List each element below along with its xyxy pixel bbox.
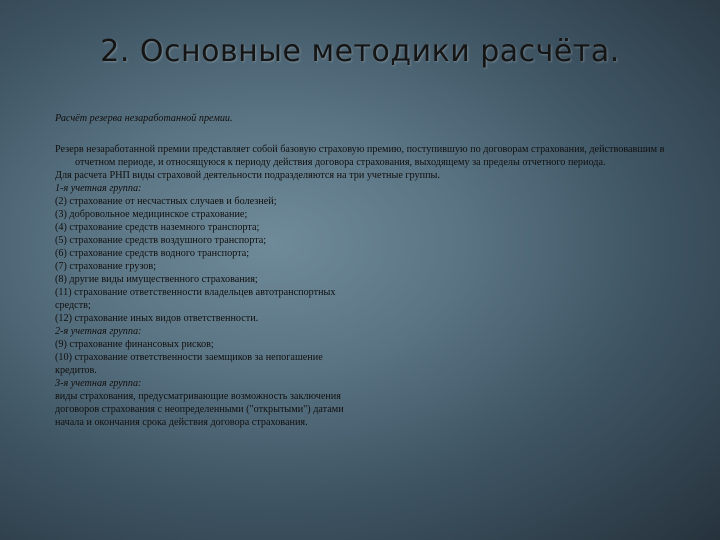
list-item: (4) страхование средств наземного транспорта; bbox=[55, 222, 260, 233]
list-item: (3) добровольное медицинское страхование; bbox=[55, 209, 248, 220]
list-item: договоров страхования с неопределенными ("открытыми") датами bbox=[55, 404, 344, 415]
list-item: (8) другие виды имущественного страхования; bbox=[55, 274, 258, 285]
group-heading: 3-я учетная группа: bbox=[55, 378, 142, 389]
list-item: начала и окончания срока действия договора страхования. bbox=[55, 417, 308, 428]
group-heading: 1-я учетная группа: bbox=[55, 183, 142, 194]
list-item: Для расчета РНП виды страховой деятельности подразделяются на три учетные группы. bbox=[55, 170, 440, 181]
slide-subtitle: Расчёт резерва незаработанной премии. bbox=[55, 113, 233, 124]
slide-body bbox=[55, 112, 695, 429]
list-item: (6) страхование средств водного транспорта; bbox=[55, 248, 250, 259]
definition-paragraph: Резерв незаработанной премии представляет собой базовую страховую премию, поступившую по договорам страхования, действовавшим в отчетном периоде, и относящуюся к периоду действия договора страхования, выходящему за пределы отчетного периода. bbox=[55, 144, 665, 168]
list-item: средств; bbox=[55, 300, 91, 311]
list-item: виды страхования, предусматривающие возможность заключения bbox=[55, 391, 341, 402]
list-item: (2) страхование от несчастных случаев и болезней; bbox=[55, 196, 277, 207]
list-item: кредитов. bbox=[55, 365, 97, 376]
slide-title: 2. Основные методики расчёта. bbox=[100, 34, 620, 69]
list-item: (12) страхование иных видов ответственности. bbox=[55, 313, 259, 324]
list-item: (9) страхование финансовых рисков; bbox=[55, 339, 214, 350]
list-item: (7) страхование грузов; bbox=[55, 261, 157, 272]
list-item: (11) страхование ответственности владельцев автотранспортных bbox=[55, 287, 336, 298]
group-list bbox=[55, 169, 695, 429]
list-item: (5) страхование средств воздушного транспорта; bbox=[55, 235, 267, 246]
list-item: (10) страхование ответственности заемщиков за непогашение bbox=[55, 352, 323, 363]
group-heading: 2-я учетная группа: bbox=[55, 326, 142, 337]
